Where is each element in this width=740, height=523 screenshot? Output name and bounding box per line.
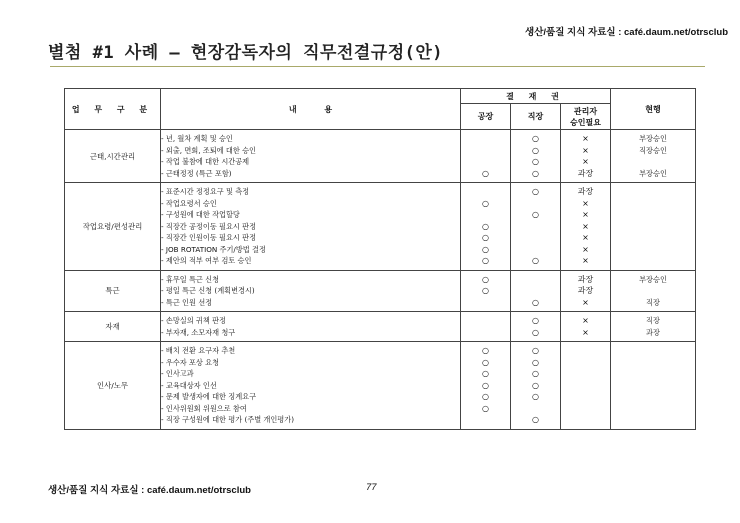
cell-value: ○ — [532, 369, 539, 378]
factory-cell — [461, 312, 511, 342]
cell-value — [611, 156, 695, 168]
content-cell — [161, 342, 461, 430]
cell-value: ○ — [532, 187, 539, 196]
cell-value: ○ — [532, 134, 539, 143]
category-cell: 작업요령/편성관리 — [65, 183, 161, 271]
section-head-cell — [511, 130, 561, 183]
cell-value — [611, 285, 695, 297]
cell-value — [461, 156, 510, 168]
factory-cell — [461, 183, 511, 271]
cell-value — [611, 403, 695, 415]
table-row — [65, 312, 696, 342]
cell-value — [611, 198, 695, 210]
header-authority: 결 재 권 — [461, 89, 611, 104]
cell-value: ○ — [532, 157, 539, 166]
supervisor-approval-cell — [561, 342, 611, 430]
cell-value — [611, 380, 695, 392]
content-line: - 직장간 공정이동 필요시 판정 — [161, 221, 257, 231]
cell-value — [461, 133, 510, 145]
table-row — [65, 342, 696, 430]
content-line: - 부자재, 소모자재 청구 — [161, 327, 236, 337]
cell-value: × — [582, 327, 589, 337]
cell-value: 과장 — [577, 286, 594, 295]
cell-value: ○ — [532, 327, 539, 337]
supervisor-approval-cell — [561, 130, 611, 183]
table-body — [65, 130, 696, 430]
cell-value — [611, 232, 695, 244]
cell-value: ○ — [532, 346, 539, 355]
cell-value: 직장 — [646, 316, 660, 325]
cell-value — [461, 186, 510, 198]
cell-value — [611, 209, 695, 221]
cell-value — [611, 368, 695, 380]
cell-value — [511, 403, 560, 415]
cell-value: ○ — [532, 168, 539, 178]
supervisor-approval-cell — [561, 312, 611, 342]
header-content: 내 용 — [161, 89, 461, 130]
cell-value: 과장 — [577, 187, 594, 196]
cell-value: ○ — [482, 198, 489, 208]
content-line: - 작업 불참에 대한 시간공제 — [161, 157, 250, 166]
cell-value: 직장 — [646, 297, 660, 307]
content-line: - 외출, 면회, 조퇴에 대한 승인 — [161, 145, 256, 155]
content-line: - 년, 월차 계획 및 승인 — [161, 134, 233, 143]
cell-value: × — [582, 198, 589, 208]
cell-value: × — [582, 221, 589, 231]
cell-value: ○ — [482, 256, 489, 265]
cell-value — [511, 198, 560, 210]
category-cell: 특근 — [65, 270, 161, 312]
cell-value: 부장승인 — [639, 168, 667, 178]
cell-value — [511, 221, 560, 233]
cell-value: ○ — [532, 357, 539, 367]
cell-value: × — [582, 145, 589, 155]
cell-value: ○ — [532, 210, 539, 219]
table-row — [65, 183, 696, 271]
source-label-top: 생산/품질 지식 자료실 : café.daum.net/otrsclub — [525, 27, 728, 38]
cell-value — [511, 285, 560, 297]
cell-value: ○ — [482, 403, 489, 413]
section-head-cell — [511, 342, 561, 430]
content-cell — [161, 270, 461, 312]
cell-value — [611, 414, 695, 426]
content-line: - 평일 특근 신청 (계획변경시) — [161, 286, 255, 295]
cell-value — [561, 345, 610, 357]
cell-value: 과장 — [577, 168, 594, 178]
cell-value: 직장승인 — [639, 145, 667, 155]
authority-table — [64, 88, 696, 430]
cell-value: ○ — [482, 346, 489, 355]
cell-value — [461, 209, 510, 221]
cell-value: × — [582, 233, 589, 242]
header-duty: 업 무 구 분 — [65, 89, 161, 130]
cell-value — [611, 391, 695, 403]
cell-value: × — [582, 210, 589, 219]
content-cell — [161, 312, 461, 342]
content-line: - 손망실의 귀책 판정 — [161, 316, 226, 325]
supervisor-approval-cell — [561, 270, 611, 312]
header-current: 현행 — [611, 89, 696, 130]
table-row — [65, 130, 696, 183]
cell-value: ○ — [532, 415, 539, 424]
category-cell: 인사/노무 — [65, 342, 161, 430]
category-cell: 자재 — [65, 312, 161, 342]
cell-value: × — [582, 244, 589, 254]
current-practice-cell — [611, 130, 696, 183]
cell-value: ○ — [482, 244, 489, 254]
cell-value — [561, 368, 610, 380]
cell-value — [611, 244, 695, 256]
content-line: - 교육대상자 인선 — [161, 380, 217, 390]
content-line: - 배치 전환 요구자 추천 — [161, 346, 236, 355]
content-line: - 문제 발생자에 대한 징계요구 — [161, 392, 257, 401]
cell-value: ○ — [532, 392, 539, 401]
cell-value: ○ — [482, 369, 489, 378]
section-head-cell — [511, 270, 561, 312]
content-line: - 근태정정 (특근 포함) — [161, 168, 232, 178]
cell-value — [611, 357, 695, 369]
cell-value — [461, 145, 510, 157]
cell-value — [461, 315, 510, 327]
source-label-bottom: 생산/품질 지식 자료실 : café.daum.net/otrsclub — [48, 485, 251, 496]
cell-value: ○ — [482, 380, 489, 390]
cell-value: × — [582, 297, 589, 307]
cell-value: 과장 — [577, 274, 594, 284]
cell-value — [561, 414, 610, 426]
supervisor-approval-cell — [561, 183, 611, 271]
cell-value: × — [582, 316, 589, 325]
section-head-cell — [511, 312, 561, 342]
current-practice-cell — [611, 342, 696, 430]
content-line: - 휴무일 특근 신청 — [161, 274, 220, 284]
cell-value: ○ — [532, 256, 539, 265]
content-cell — [161, 183, 461, 271]
cell-value: ○ — [482, 357, 489, 367]
current-practice-cell — [611, 312, 696, 342]
content-line: - 직장간 인원이동 필요시 판정 — [161, 233, 257, 242]
cell-value — [561, 391, 610, 403]
content-line: - 작업요령서 승인 — [161, 198, 217, 208]
cell-value: × — [582, 134, 589, 143]
cell-value — [511, 274, 560, 286]
cell-value: 부장승인 — [639, 134, 667, 143]
cell-value — [611, 186, 695, 198]
cell-value: ○ — [482, 392, 489, 401]
content-line: - 제안의 적부 여부 검토 승인 — [161, 256, 252, 265]
cell-value: 부장승인 — [639, 274, 667, 284]
header-section-head: 직장 — [511, 104, 561, 130]
content-line: - JOB ROTATION 주기/방법 결정 — [161, 244, 266, 254]
cell-value — [461, 297, 510, 309]
cell-value: ○ — [482, 286, 489, 295]
cell-value — [561, 380, 610, 392]
cell-value: ○ — [532, 380, 539, 390]
cell-value: × — [582, 157, 589, 166]
cell-value — [561, 357, 610, 369]
current-practice-cell — [611, 270, 696, 312]
cell-value — [461, 414, 510, 426]
content-line: - 우수자 포상 요청 — [161, 357, 220, 367]
content-line: - 인사위원회 위원으로 참여 — [161, 403, 247, 413]
table-row — [65, 270, 696, 312]
factory-cell — [461, 270, 511, 312]
table-header — [65, 89, 696, 130]
page-title: 별첨 #1 사례 – 현장감독자의 직무전결규정(안) — [48, 43, 444, 63]
content-line: - 직장 구성원에 대한 평가 (주별 개인평가) — [161, 415, 295, 424]
content-line: - 특근 인원 선정 — [161, 297, 213, 307]
cell-value: ○ — [532, 316, 539, 325]
cell-value: ○ — [482, 221, 489, 231]
cell-value: ○ — [532, 297, 539, 307]
cell-value — [611, 221, 695, 233]
content-line: - 구성원에 대한 작업할당 — [161, 210, 240, 219]
header-supervisor-approval: 관리자 승인필요 — [561, 104, 611, 130]
page-number: 77 — [366, 482, 377, 493]
category-cell: 근태,시간관리 — [65, 130, 161, 183]
content-line: - 인사고과 — [161, 369, 194, 378]
cell-value: ○ — [482, 233, 489, 242]
content-cell — [161, 130, 461, 183]
cell-value: ○ — [482, 168, 489, 178]
cell-value — [511, 232, 560, 244]
header-factory: 공장 — [461, 104, 511, 130]
cell-value — [611, 345, 695, 357]
cell-value: 과장 — [646, 327, 660, 337]
cell-value: ○ — [482, 274, 489, 284]
factory-cell — [461, 342, 511, 430]
cell-value — [511, 244, 560, 256]
cell-value: ○ — [532, 145, 539, 155]
content-line: - 표준시간 정정요구 및 측정 — [161, 187, 250, 196]
cell-value: × — [582, 256, 589, 265]
title-divider — [50, 66, 705, 67]
factory-cell — [461, 130, 511, 183]
section-head-cell — [511, 183, 561, 271]
current-practice-cell — [611, 183, 696, 271]
cell-value — [461, 327, 510, 339]
cell-value — [561, 403, 610, 415]
cell-value — [611, 255, 695, 267]
